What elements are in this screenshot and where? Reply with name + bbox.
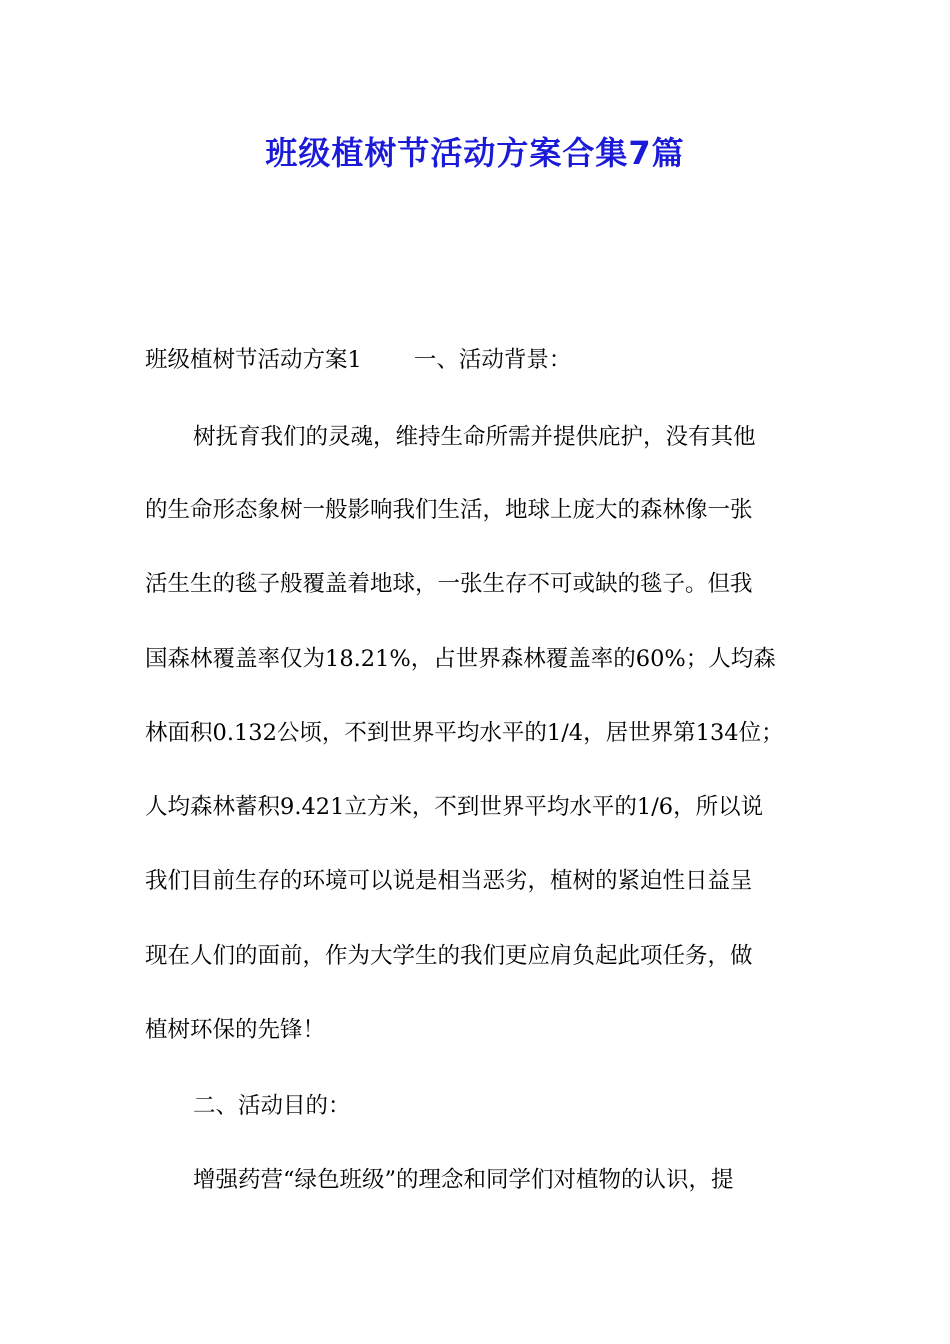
section-1-heading: 班级植树节活动方案1 (145, 347, 362, 373)
paragraph-line: 我们目前生存的环境可以说是相当恶劣，植树的紧迫性日益呈 (145, 868, 753, 894)
paragraph-line: 的生命形态象树一般影响我们生活，地球上庞大的森林像一张 (145, 497, 753, 523)
paragraph-line: 林面积0.132公顷，不到世界平均水平的1/4，居世界第134位； (145, 720, 784, 746)
document-title: 班级植树节活动方案合集7篇 (265, 134, 685, 172)
paragraph-line: 国森林覆盖率仅为18.21%，占世界森林覆盖率的60%；人均森 (145, 646, 776, 672)
paragraph-line: 树抚育我们的灵魂，维持生命所需并提供庇护，没有其他 (193, 424, 756, 450)
section-1-subheading: 一、活动背景： (413, 347, 572, 373)
section-2-heading: 二、活动目的： (193, 1093, 351, 1119)
paragraph-line: 增强药营“绿色班级”的理念和同学们对植物的认识，提 (193, 1167, 734, 1193)
paragraph-line: 人均森林蓄积9.421立方米，不到世界平均水平的1/6，所以说 (145, 794, 764, 820)
paragraph-line: 活生生的毯子般覆盖着地球，一张生存不可或缺的毯子。但我 (145, 571, 753, 597)
section-1-heading-line (145, 342, 825, 378)
paragraph-line: 植树环保的先锋！ (145, 1017, 326, 1043)
paragraph-line: 现在人们的面前，作为大学生的我们更应肩负起此项任务，做 (145, 943, 753, 969)
